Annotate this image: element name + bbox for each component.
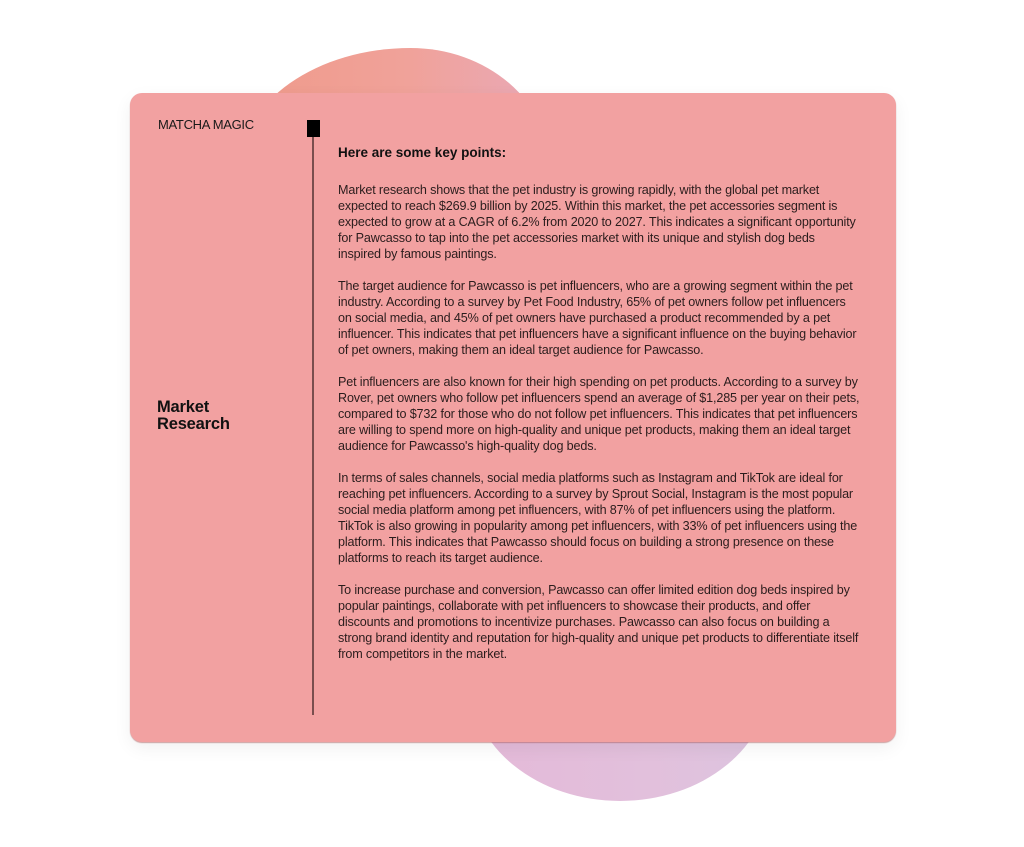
section-title <box>157 399 297 433</box>
paragraph-sales-channels: In terms of sales channels, social media platforms such as Instagram and TikTok are ideal for reaching pet influencers. According to a survey by Sprout Social, Instagram is the most popular social media platform among pet influencers, with 87% of pet influencers using the platform. TikTok is also growing in popularity among pet influencers, with 33% of pet influencers using the platform. This indicates that Pawcasso should focus on building a strong presence on these platforms to reach its target audience. <box>338 471 858 565</box>
key-points-heading: Here are some key points: <box>338 145 507 160</box>
section-title-line-1: Market <box>157 398 209 416</box>
paragraph-market-overview: Market research shows that the pet industry is growing rapidly, with the global pet market expected to reach $269.9 billion by 2025. Within this market, the pet accessories segment is expected to grow at a CAGR of 6.2% from 2020 to 2027. This indicates a significant opportunity for Pawcasso to tap into the pet accessories market with its unique and stylish dog beds inspired by famous paintings. <box>338 183 856 261</box>
brand-label: MATCHA MAGIC <box>158 117 254 132</box>
timeline-marker-icon <box>307 120 320 137</box>
content-body <box>338 145 860 678</box>
section-title-line-2: Research <box>157 415 230 433</box>
paragraph-conversion: To increase purchase and conversion, Pawcasso can offer limited edition dog beds inspired by popular paintings, collaborate with pet influencers to showcase their products, and offer discounts and promotions to incentivize purchases. Pawcasso can also focus on building a strong brand identity and reputation for high-quality and unique pet products to differentiate itself from competitors in the market. <box>338 583 859 661</box>
timeline-divider <box>312 137 314 715</box>
market-research-card <box>130 93 896 742</box>
paragraph-target-audience: The target audience for Pawcasso is pet influencers, who are a growing segment within the pet industry. According to a survey by Pet Food Industry, 65% of pet owners follow pet influencers on social media, and 45% of pet owners have purchased a product recommended by a pet influencer. This indicates that pet influencers have a significant influence on the buying behavior of pet owners, making them an ideal target audience for Pawcasso. <box>338 279 857 357</box>
paragraph-spending: Pet influencers are also known for their high spending on pet products. According to a survey by Rover, pet owners who follow pet influencers spend an average of $1,285 per year on their pets, compared to $732 for those who do not follow pet influencers. This indicates that pet influencers are willing to spend more on high-quality and unique pet products, making them an ideal target audience for Pawcasso's high-quality dog beds. <box>338 375 860 453</box>
